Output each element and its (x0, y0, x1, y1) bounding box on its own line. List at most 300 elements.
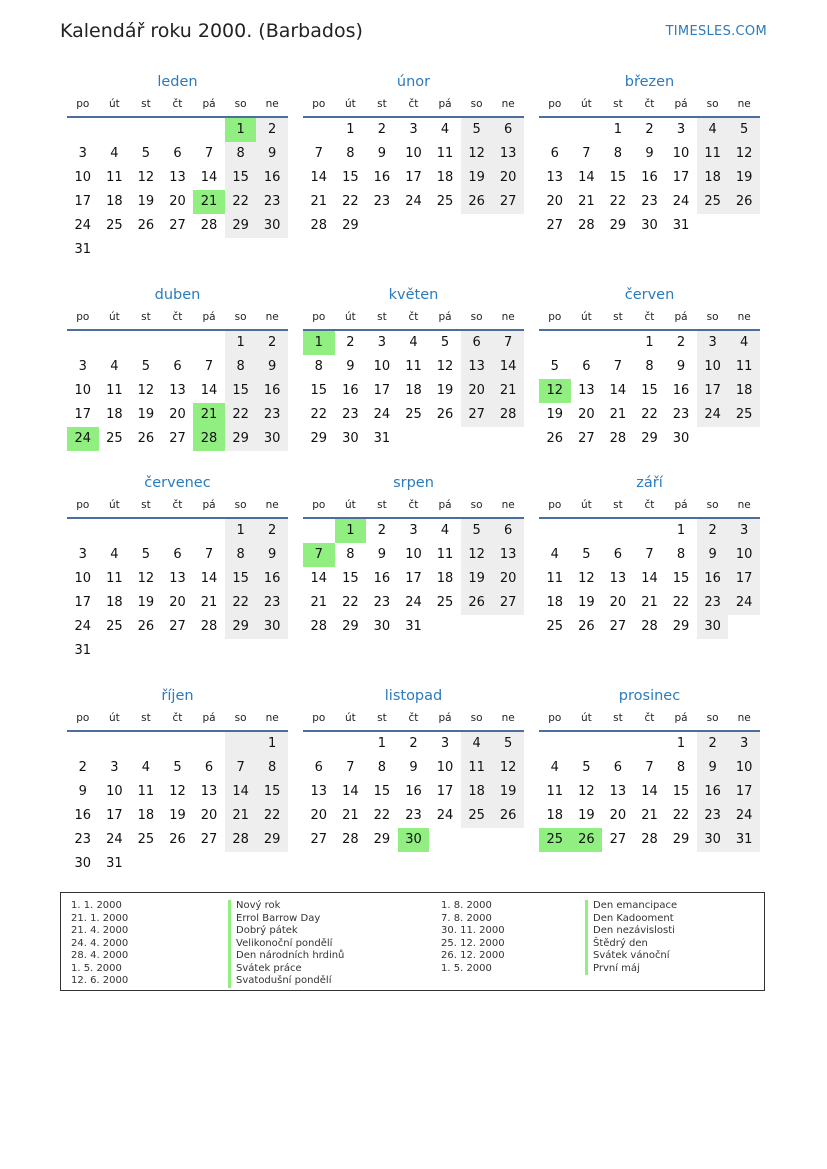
day-cell[interactable]: 21 (641, 808, 658, 823)
day-cell[interactable]: 9 (697, 756, 729, 780)
day-cell[interactable]: 11 (546, 571, 564, 586)
day-cell[interactable]: 9 (346, 359, 355, 374)
day-cell[interactable]: 28 (641, 619, 658, 634)
day-cell[interactable]: 22 (641, 407, 658, 422)
day-cell[interactable]: 15 (256, 780, 288, 804)
day-cell[interactable]: 5 (173, 760, 182, 775)
day-cell[interactable]: 10 (672, 146, 690, 161)
day-cell[interactable]: 2 (256, 331, 288, 355)
day-cell[interactable]: 26 (137, 218, 155, 233)
day-cell[interactable]: 7 (204, 547, 214, 562)
day-cell[interactable]: 10 (405, 547, 422, 562)
day-cell[interactable]: 18 (106, 194, 123, 209)
day-cell[interactable]: 10 (728, 756, 760, 780)
day-cell[interactable]: 28 (342, 832, 359, 847)
day-cell[interactable]: 31 (728, 828, 760, 852)
day-cell[interactable]: 17 (373, 383, 391, 398)
day-cell[interactable]: 29 (609, 218, 627, 233)
day-cell[interactable]: 14 (641, 571, 658, 586)
day-cell[interactable]: 4 (550, 760, 559, 775)
day-cell[interactable]: 19 (578, 595, 595, 610)
day-cell[interactable]: 12 (492, 756, 524, 780)
day-cell[interactable]: 8 (676, 547, 686, 562)
day-cell[interactable]: 28 (578, 218, 595, 233)
day-cell[interactable]: 15 (672, 571, 690, 586)
day-cell[interactable]: 17 (405, 571, 422, 586)
day-cell[interactable]: 14 (200, 571, 218, 586)
day-cell[interactable]: 15 (342, 571, 359, 586)
holiday-day[interactable]: 28 (193, 427, 225, 451)
day-cell[interactable]: 20 (492, 166, 524, 190)
day-cell[interactable]: 7 (645, 547, 654, 562)
day-cell[interactable]: 9 (256, 355, 288, 379)
day-cell[interactable]: 13 (492, 142, 524, 166)
day-cell[interactable]: 8 (225, 543, 257, 567)
day-cell[interactable]: 22 (310, 407, 328, 422)
day-cell[interactable]: 17 (672, 170, 690, 185)
day-cell[interactable]: 27 (169, 431, 186, 446)
holiday-day[interactable]: 25 (539, 828, 571, 852)
day-cell[interactable]: 3 (728, 519, 760, 543)
day-cell[interactable]: 3 (409, 122, 418, 137)
day-cell[interactable]: 10 (74, 383, 92, 398)
day-cell[interactable]: 30 (342, 431, 359, 446)
day-cell[interactable]: 12 (578, 784, 595, 799)
day-cell[interactable]: 25 (546, 619, 564, 634)
holiday-day[interactable]: 21 (193, 403, 225, 427)
day-cell[interactable]: 14 (310, 571, 328, 586)
day-cell[interactable]: 29 (641, 431, 658, 446)
day-cell[interactable]: 26 (546, 431, 564, 446)
day-cell[interactable]: 12 (461, 543, 493, 567)
day-cell[interactable]: 23 (256, 403, 288, 427)
day-cell[interactable]: 30 (74, 856, 92, 871)
day-cell[interactable]: 17 (74, 407, 92, 422)
day-cell[interactable]: 3 (440, 736, 450, 751)
day-cell[interactable]: 4 (550, 547, 559, 562)
day-cell[interactable]: 16 (672, 383, 690, 398)
day-cell[interactable]: 13 (578, 383, 595, 398)
day-cell[interactable]: 8 (613, 146, 623, 161)
day-cell[interactable]: 22 (609, 194, 627, 209)
day-cell[interactable]: 29 (225, 214, 257, 238)
day-cell[interactable]: 7 (314, 146, 323, 161)
day-cell[interactable]: 29 (672, 832, 690, 847)
day-cell[interactable]: 8 (346, 146, 355, 161)
day-cell[interactable]: 20 (546, 194, 564, 209)
day-cell[interactable]: 9 (645, 146, 654, 161)
day-cell[interactable]: 21 (310, 595, 328, 610)
day-cell[interactable]: 26 (137, 431, 155, 446)
day-cell[interactable]: 5 (492, 732, 524, 756)
day-cell[interactable]: 19 (578, 808, 595, 823)
day-cell[interactable]: 7 (204, 359, 214, 374)
day-cell[interactable]: 2 (78, 760, 87, 775)
day-cell[interactable]: 25 (728, 403, 760, 427)
day-cell[interactable]: 1 (225, 331, 257, 355)
day-cell[interactable]: 23 (697, 804, 729, 828)
day-cell[interactable]: 12 (137, 170, 155, 185)
day-cell[interactable]: 7 (582, 146, 591, 161)
day-cell[interactable]: 22 (672, 595, 690, 610)
day-cell[interactable]: 9 (409, 760, 418, 775)
day-cell[interactable]: 2 (377, 523, 387, 538)
day-cell[interactable]: 23 (697, 591, 729, 615)
day-cell[interactable]: 26 (728, 190, 760, 214)
day-cell[interactable]: 11 (106, 383, 123, 398)
day-cell[interactable]: 10 (436, 760, 454, 775)
day-cell[interactable]: 24 (697, 403, 729, 427)
day-cell[interactable]: 30 (256, 427, 288, 451)
day-cell[interactable]: 3 (409, 523, 418, 538)
day-cell[interactable]: 1 (676, 736, 686, 751)
day-cell[interactable]: 18 (436, 571, 454, 586)
day-cell[interactable]: 6 (613, 547, 623, 562)
holiday-day[interactable]: 7 (303, 543, 335, 567)
day-cell[interactable]: 9 (256, 543, 288, 567)
brand-link[interactable]: TIMESLES.COM (665, 24, 767, 39)
day-cell[interactable]: 31 (106, 856, 123, 871)
day-cell[interactable]: 7 (346, 760, 355, 775)
day-cell[interactable]: 17 (728, 567, 760, 591)
day-cell[interactable]: 28 (641, 832, 658, 847)
holiday-day[interactable]: 1 (225, 118, 257, 142)
day-cell[interactable]: 21 (578, 194, 595, 209)
day-cell[interactable]: 6 (204, 760, 214, 775)
day-cell[interactable]: 18 (546, 595, 564, 610)
day-cell[interactable]: 26 (461, 190, 493, 214)
day-cell[interactable]: 11 (461, 756, 493, 780)
day-cell[interactable]: 12 (728, 142, 760, 166)
day-cell[interactable]: 11 (546, 784, 564, 799)
day-cell[interactable]: 12 (137, 571, 155, 586)
day-cell[interactable]: 20 (492, 567, 524, 591)
day-cell[interactable]: 28 (310, 218, 328, 233)
day-cell[interactable]: 17 (728, 780, 760, 804)
day-cell[interactable]: 6 (492, 519, 524, 543)
day-cell[interactable]: 12 (461, 142, 493, 166)
day-cell[interactable]: 16 (405, 784, 422, 799)
day-cell[interactable]: 12 (169, 784, 186, 799)
day-cell[interactable]: 23 (373, 595, 391, 610)
day-cell[interactable]: 16 (697, 567, 729, 591)
day-cell[interactable]: 17 (697, 379, 729, 403)
day-cell[interactable]: 9 (377, 547, 387, 562)
day-cell[interactable]: 2 (409, 736, 418, 751)
day-cell[interactable]: 15 (310, 383, 328, 398)
day-cell[interactable]: 5 (461, 118, 493, 142)
day-cell[interactable]: 22 (342, 194, 359, 209)
day-cell[interactable]: 24 (106, 832, 123, 847)
day-cell[interactable]: 26 (436, 407, 454, 422)
day-cell[interactable]: 2 (256, 519, 288, 543)
day-cell[interactable]: 8 (225, 355, 257, 379)
day-cell[interactable]: 20 (169, 595, 186, 610)
day-cell[interactable]: 25 (436, 595, 454, 610)
day-cell[interactable]: 14 (578, 170, 595, 185)
day-cell[interactable]: 28 (200, 619, 218, 634)
day-cell[interactable]: 23 (373, 194, 391, 209)
day-cell[interactable]: 16 (256, 379, 288, 403)
day-cell[interactable]: 19 (492, 780, 524, 804)
day-cell[interactable]: 23 (342, 407, 359, 422)
day-cell[interactable]: 28 (609, 431, 627, 446)
day-cell[interactable]: 21 (492, 379, 524, 403)
day-cell[interactable]: 20 (169, 407, 186, 422)
day-cell[interactable]: 2 (676, 335, 686, 350)
day-cell[interactable]: 24 (405, 595, 422, 610)
day-cell[interactable]: 15 (225, 379, 257, 403)
day-cell[interactable]: 3 (697, 331, 729, 355)
day-cell[interactable]: 24 (728, 804, 760, 828)
day-cell[interactable]: 20 (169, 194, 186, 209)
day-cell[interactable]: 29 (310, 431, 328, 446)
day-cell[interactable]: 30 (256, 615, 288, 639)
day-cell[interactable]: 9 (256, 142, 288, 166)
day-cell[interactable]: 5 (582, 760, 591, 775)
day-cell[interactable]: 14 (609, 383, 627, 398)
day-cell[interactable]: 25 (106, 431, 123, 446)
day-cell[interactable]: 10 (106, 784, 123, 799)
day-cell[interactable]: 6 (461, 331, 493, 355)
day-cell[interactable]: 9 (676, 359, 686, 374)
day-cell[interactable]: 3 (78, 547, 87, 562)
day-cell[interactable]: 30 (697, 828, 729, 852)
day-cell[interactable]: 31 (74, 643, 92, 658)
day-cell[interactable]: 27 (169, 218, 186, 233)
day-cell[interactable]: 20 (609, 808, 627, 823)
day-cell[interactable]: 27 (578, 431, 595, 446)
day-cell[interactable]: 22 (342, 595, 359, 610)
holiday-day[interactable]: 24 (67, 427, 99, 451)
day-cell[interactable]: 21 (200, 595, 218, 610)
day-cell[interactable]: 26 (461, 591, 493, 615)
day-cell[interactable]: 23 (405, 808, 422, 823)
day-cell[interactable]: 22 (225, 190, 257, 214)
day-cell[interactable]: 8 (645, 359, 654, 374)
day-cell[interactable]: 2 (346, 335, 355, 350)
day-cell[interactable]: 13 (310, 784, 328, 799)
day-cell[interactable]: 25 (106, 218, 123, 233)
day-cell[interactable]: 21 (609, 407, 627, 422)
day-cell[interactable]: 26 (578, 619, 595, 634)
day-cell[interactable]: 18 (436, 170, 454, 185)
day-cell[interactable]: 1 (613, 122, 623, 137)
day-cell[interactable]: 4 (440, 523, 450, 538)
day-cell[interactable]: 18 (137, 808, 155, 823)
day-cell[interactable]: 23 (74, 832, 92, 847)
holiday-day[interactable]: 1 (303, 331, 335, 355)
day-cell[interactable]: 23 (672, 407, 690, 422)
day-cell[interactable]: 9 (697, 543, 729, 567)
day-cell[interactable]: 15 (641, 383, 658, 398)
day-cell[interactable]: 15 (225, 166, 257, 190)
day-cell[interactable]: 3 (78, 146, 87, 161)
day-cell[interactable]: 3 (728, 732, 760, 756)
day-cell[interactable]: 24 (728, 591, 760, 615)
day-cell[interactable]: 8 (676, 760, 686, 775)
day-cell[interactable]: 19 (546, 407, 564, 422)
day-cell[interactable]: 24 (74, 619, 92, 634)
day-cell[interactable]: 3 (110, 760, 119, 775)
day-cell[interactable]: 21 (641, 595, 658, 610)
day-cell[interactable]: 4 (728, 331, 760, 355)
day-cell[interactable]: 4 (110, 146, 119, 161)
day-cell[interactable]: 23 (256, 591, 288, 615)
day-cell[interactable]: 2 (256, 118, 288, 142)
day-cell[interactable]: 29 (342, 218, 359, 233)
day-cell[interactable]: 20 (461, 379, 493, 403)
day-cell[interactable]: 20 (578, 407, 595, 422)
day-cell[interactable]: 8 (256, 756, 288, 780)
day-cell[interactable]: 16 (697, 780, 729, 804)
day-cell[interactable]: 6 (613, 760, 623, 775)
day-cell[interactable]: 16 (373, 571, 391, 586)
day-cell[interactable]: 26 (137, 619, 155, 634)
day-cell[interactable]: 12 (137, 383, 155, 398)
day-cell[interactable]: 6 (550, 146, 559, 161)
day-cell[interactable]: 14 (641, 784, 658, 799)
day-cell[interactable]: 4 (141, 760, 151, 775)
day-cell[interactable]: 29 (373, 832, 391, 847)
day-cell[interactable]: 28 (492, 403, 524, 427)
day-cell[interactable]: 11 (436, 547, 454, 562)
day-cell[interactable]: 27 (461, 403, 493, 427)
day-cell[interactable]: 19 (137, 407, 155, 422)
day-cell[interactable]: 5 (728, 118, 760, 142)
day-cell[interactable]: 6 (492, 118, 524, 142)
day-cell[interactable]: 11 (106, 571, 123, 586)
day-cell[interactable]: 4 (697, 118, 729, 142)
day-cell[interactable]: 5 (141, 547, 151, 562)
day-cell[interactable]: 15 (672, 784, 690, 799)
day-cell[interactable]: 13 (492, 543, 524, 567)
day-cell[interactable]: 5 (550, 359, 559, 374)
day-cell[interactable]: 24 (405, 194, 422, 209)
day-cell[interactable]: 13 (169, 170, 186, 185)
day-cell[interactable]: 27 (492, 190, 524, 214)
day-cell[interactable]: 14 (310, 170, 328, 185)
day-cell[interactable]: 24 (436, 808, 454, 823)
day-cell[interactable]: 22 (256, 804, 288, 828)
day-cell[interactable]: 16 (74, 808, 92, 823)
day-cell[interactable]: 16 (373, 170, 391, 185)
day-cell[interactable]: 30 (672, 431, 690, 446)
day-cell[interactable]: 14 (225, 780, 257, 804)
day-cell[interactable]: 15 (225, 567, 257, 591)
day-cell[interactable]: 20 (200, 808, 218, 823)
day-cell[interactable]: 11 (405, 359, 422, 374)
day-cell[interactable]: 8 (346, 547, 355, 562)
day-cell[interactable]: 21 (342, 808, 359, 823)
day-cell[interactable]: 30 (641, 218, 658, 233)
day-cell[interactable]: 7 (492, 331, 524, 355)
day-cell[interactable]: 27 (492, 591, 524, 615)
holiday-day[interactable]: 1 (335, 519, 367, 543)
day-cell[interactable]: 7 (645, 760, 654, 775)
day-cell[interactable]: 22 (373, 808, 391, 823)
day-cell[interactable]: 31 (373, 431, 391, 446)
day-cell[interactable]: 17 (74, 194, 92, 209)
day-cell[interactable]: 2 (377, 122, 387, 137)
day-cell[interactable]: 30 (373, 619, 391, 634)
day-cell[interactable]: 16 (342, 383, 359, 398)
day-cell[interactable]: 15 (609, 170, 627, 185)
day-cell[interactable]: 27 (609, 619, 627, 634)
day-cell[interactable]: 24 (74, 218, 92, 233)
day-cell[interactable]: 11 (106, 170, 123, 185)
day-cell[interactable]: 1 (225, 519, 257, 543)
day-cell[interactable]: 13 (609, 571, 627, 586)
day-cell[interactable]: 1 (346, 122, 355, 137)
day-cell[interactable]: 15 (373, 784, 391, 799)
day-cell[interactable]: 11 (728, 355, 760, 379)
day-cell[interactable]: 14 (342, 784, 359, 799)
day-cell[interactable]: 4 (461, 732, 493, 756)
day-cell[interactable]: 19 (436, 383, 454, 398)
day-cell[interactable]: 27 (609, 832, 627, 847)
day-cell[interactable]: 14 (200, 383, 218, 398)
day-cell[interactable]: 4 (409, 335, 418, 350)
day-cell[interactable]: 30 (256, 214, 288, 238)
day-cell[interactable]: 11 (137, 784, 155, 799)
day-cell[interactable]: 29 (672, 619, 690, 634)
day-cell[interactable]: 14 (200, 170, 218, 185)
day-cell[interactable]: 8 (225, 142, 257, 166)
day-cell[interactable]: 30 (697, 615, 729, 639)
day-cell[interactable]: 16 (256, 166, 288, 190)
day-cell[interactable]: 12 (436, 359, 454, 374)
day-cell[interactable]: 18 (461, 780, 493, 804)
holiday-day[interactable]: 30 (398, 828, 430, 852)
day-cell[interactable]: 18 (405, 383, 422, 398)
day-cell[interactable]: 25 (106, 619, 123, 634)
day-cell[interactable]: 6 (582, 359, 591, 374)
day-cell[interactable]: 1 (645, 335, 654, 350)
day-cell[interactable]: 16 (641, 170, 658, 185)
day-cell[interactable]: 1 (377, 736, 387, 751)
day-cell[interactable]: 28 (200, 218, 218, 233)
day-cell[interactable]: 7 (613, 359, 623, 374)
day-cell[interactable]: 1 (256, 732, 288, 756)
day-cell[interactable]: 21 (310, 194, 328, 209)
day-cell[interactable]: 13 (200, 784, 218, 799)
day-cell[interactable]: 6 (173, 146, 182, 161)
day-cell[interactable]: 22 (672, 808, 690, 823)
day-cell[interactable]: 22 (225, 591, 257, 615)
day-cell[interactable]: 2 (697, 519, 729, 543)
day-cell[interactable]: 27 (546, 218, 564, 233)
day-cell[interactable]: 3 (377, 335, 387, 350)
day-cell[interactable]: 13 (169, 571, 186, 586)
day-cell[interactable]: 10 (74, 571, 92, 586)
day-cell[interactable]: 13 (546, 170, 564, 185)
day-cell[interactable]: 15 (342, 170, 359, 185)
day-cell[interactable]: 5 (461, 519, 493, 543)
day-cell[interactable]: 7 (204, 146, 214, 161)
day-cell[interactable]: 5 (582, 547, 591, 562)
day-cell[interactable]: 25 (137, 832, 155, 847)
day-cell[interactable]: 19 (728, 166, 760, 190)
day-cell[interactable]: 10 (697, 355, 729, 379)
day-cell[interactable]: 19 (461, 166, 493, 190)
day-cell[interactable]: 23 (256, 190, 288, 214)
day-cell[interactable]: 18 (697, 166, 729, 190)
day-cell[interactable]: 25 (461, 804, 493, 828)
day-cell[interactable]: 12 (578, 571, 595, 586)
day-cell[interactable]: 25 (697, 190, 729, 214)
day-cell[interactable]: 3 (78, 359, 87, 374)
